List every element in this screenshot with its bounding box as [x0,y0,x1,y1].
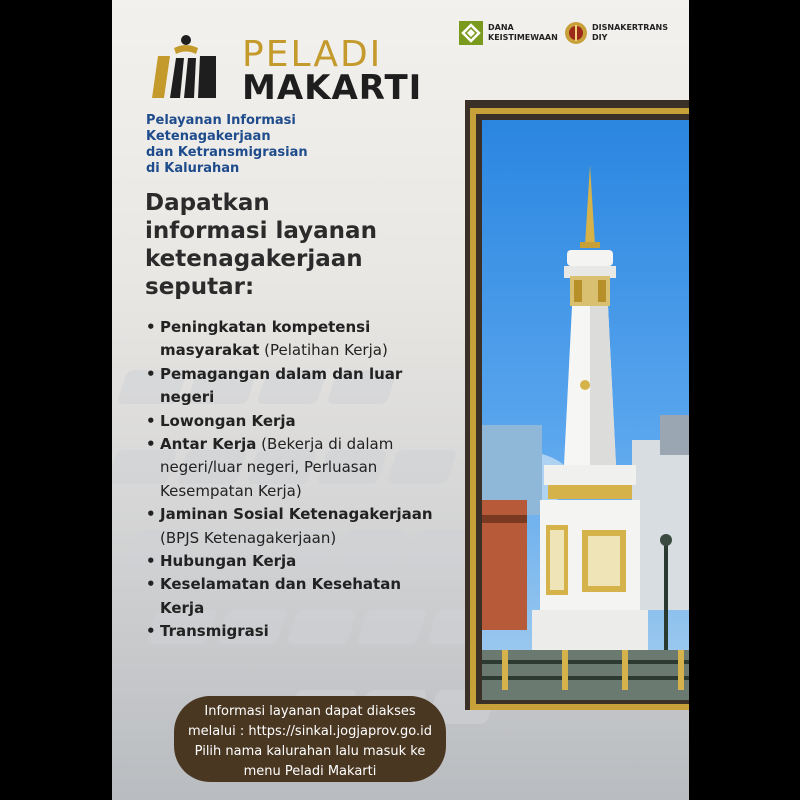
service-detail: (Pelatihan Kerja) [259,341,388,360]
service-title: Jaminan Sosial Ketenagakerjaan [160,505,433,524]
service-item [146,573,446,620]
service-title: Lowongan Kerja [160,411,296,430]
service-item [146,503,446,550]
service-item [146,410,446,433]
tagline-line: Pelayanan Informasi [146,113,296,128]
photo-frame-gold [470,108,689,710]
partner-2-line-1: DISNAKERTRANS [592,23,668,32]
tagline-line: dan Ketransmigrasian [146,145,308,160]
service-item [146,316,446,363]
partner-1-line-2: KEISTIMEWAAN [488,33,558,42]
service-title: Hubungan Kerja [160,552,297,571]
service-detail: (BPJS Ketenagakerjaan) [160,528,337,547]
disnakertrans-emblem-icon [564,20,588,46]
access-info-banner [174,696,446,782]
brand-line-1: PELADI [242,34,383,75]
service-title: Peningkatan kompetensi masyarakat [160,318,371,360]
service-title: Transmigrasi [160,622,269,641]
service-item [146,550,446,573]
partner-disnakertrans [564,20,668,46]
cta-line-2: melalui : https://sinkal.jogjaprov.go.id [187,724,433,739]
services-list [146,316,446,644]
headline-line: ketenagakerjaan [145,246,363,272]
tagline-line: Ketenagakerjaan [146,129,271,144]
headline-line: Dapatkan [145,190,270,216]
peladi-makarti-logo-icon [144,34,224,100]
service-item [146,433,446,503]
partner-dana-keistimewaan [458,20,558,46]
service-title: Pemagangan dalam dan luar negeri [160,364,403,407]
partner-1-line-1: DANA [488,23,514,32]
partner-2-line-2: DIY [592,33,608,42]
service-item [146,620,446,643]
tagline-line: di Kalurahan [146,161,240,176]
headline-line: seputar: [145,274,255,300]
service-title: Keselamatan dan Kesehatan Kerja [160,575,402,617]
dana-keistimewaan-logo-icon [458,20,484,46]
cta-line-1: Informasi layanan dapat diakses [204,704,416,719]
service-title: Antar Kerja [160,435,257,454]
headline [145,189,425,301]
headline-line: informasi layanan [145,218,377,244]
cta-line-4: menu Peladi Makarti [243,764,377,779]
tagline [146,113,376,177]
service-item [146,363,446,410]
service-detail: (Bekerja di dalam negeri/luar negeri, Perluasan Kesempatan Kerja) [160,435,394,500]
poster [112,0,689,800]
cta-line-3: Pilih nama kalurahan lalu masuk ke [194,744,426,759]
brand-line-2: MAKARTI [242,68,423,108]
